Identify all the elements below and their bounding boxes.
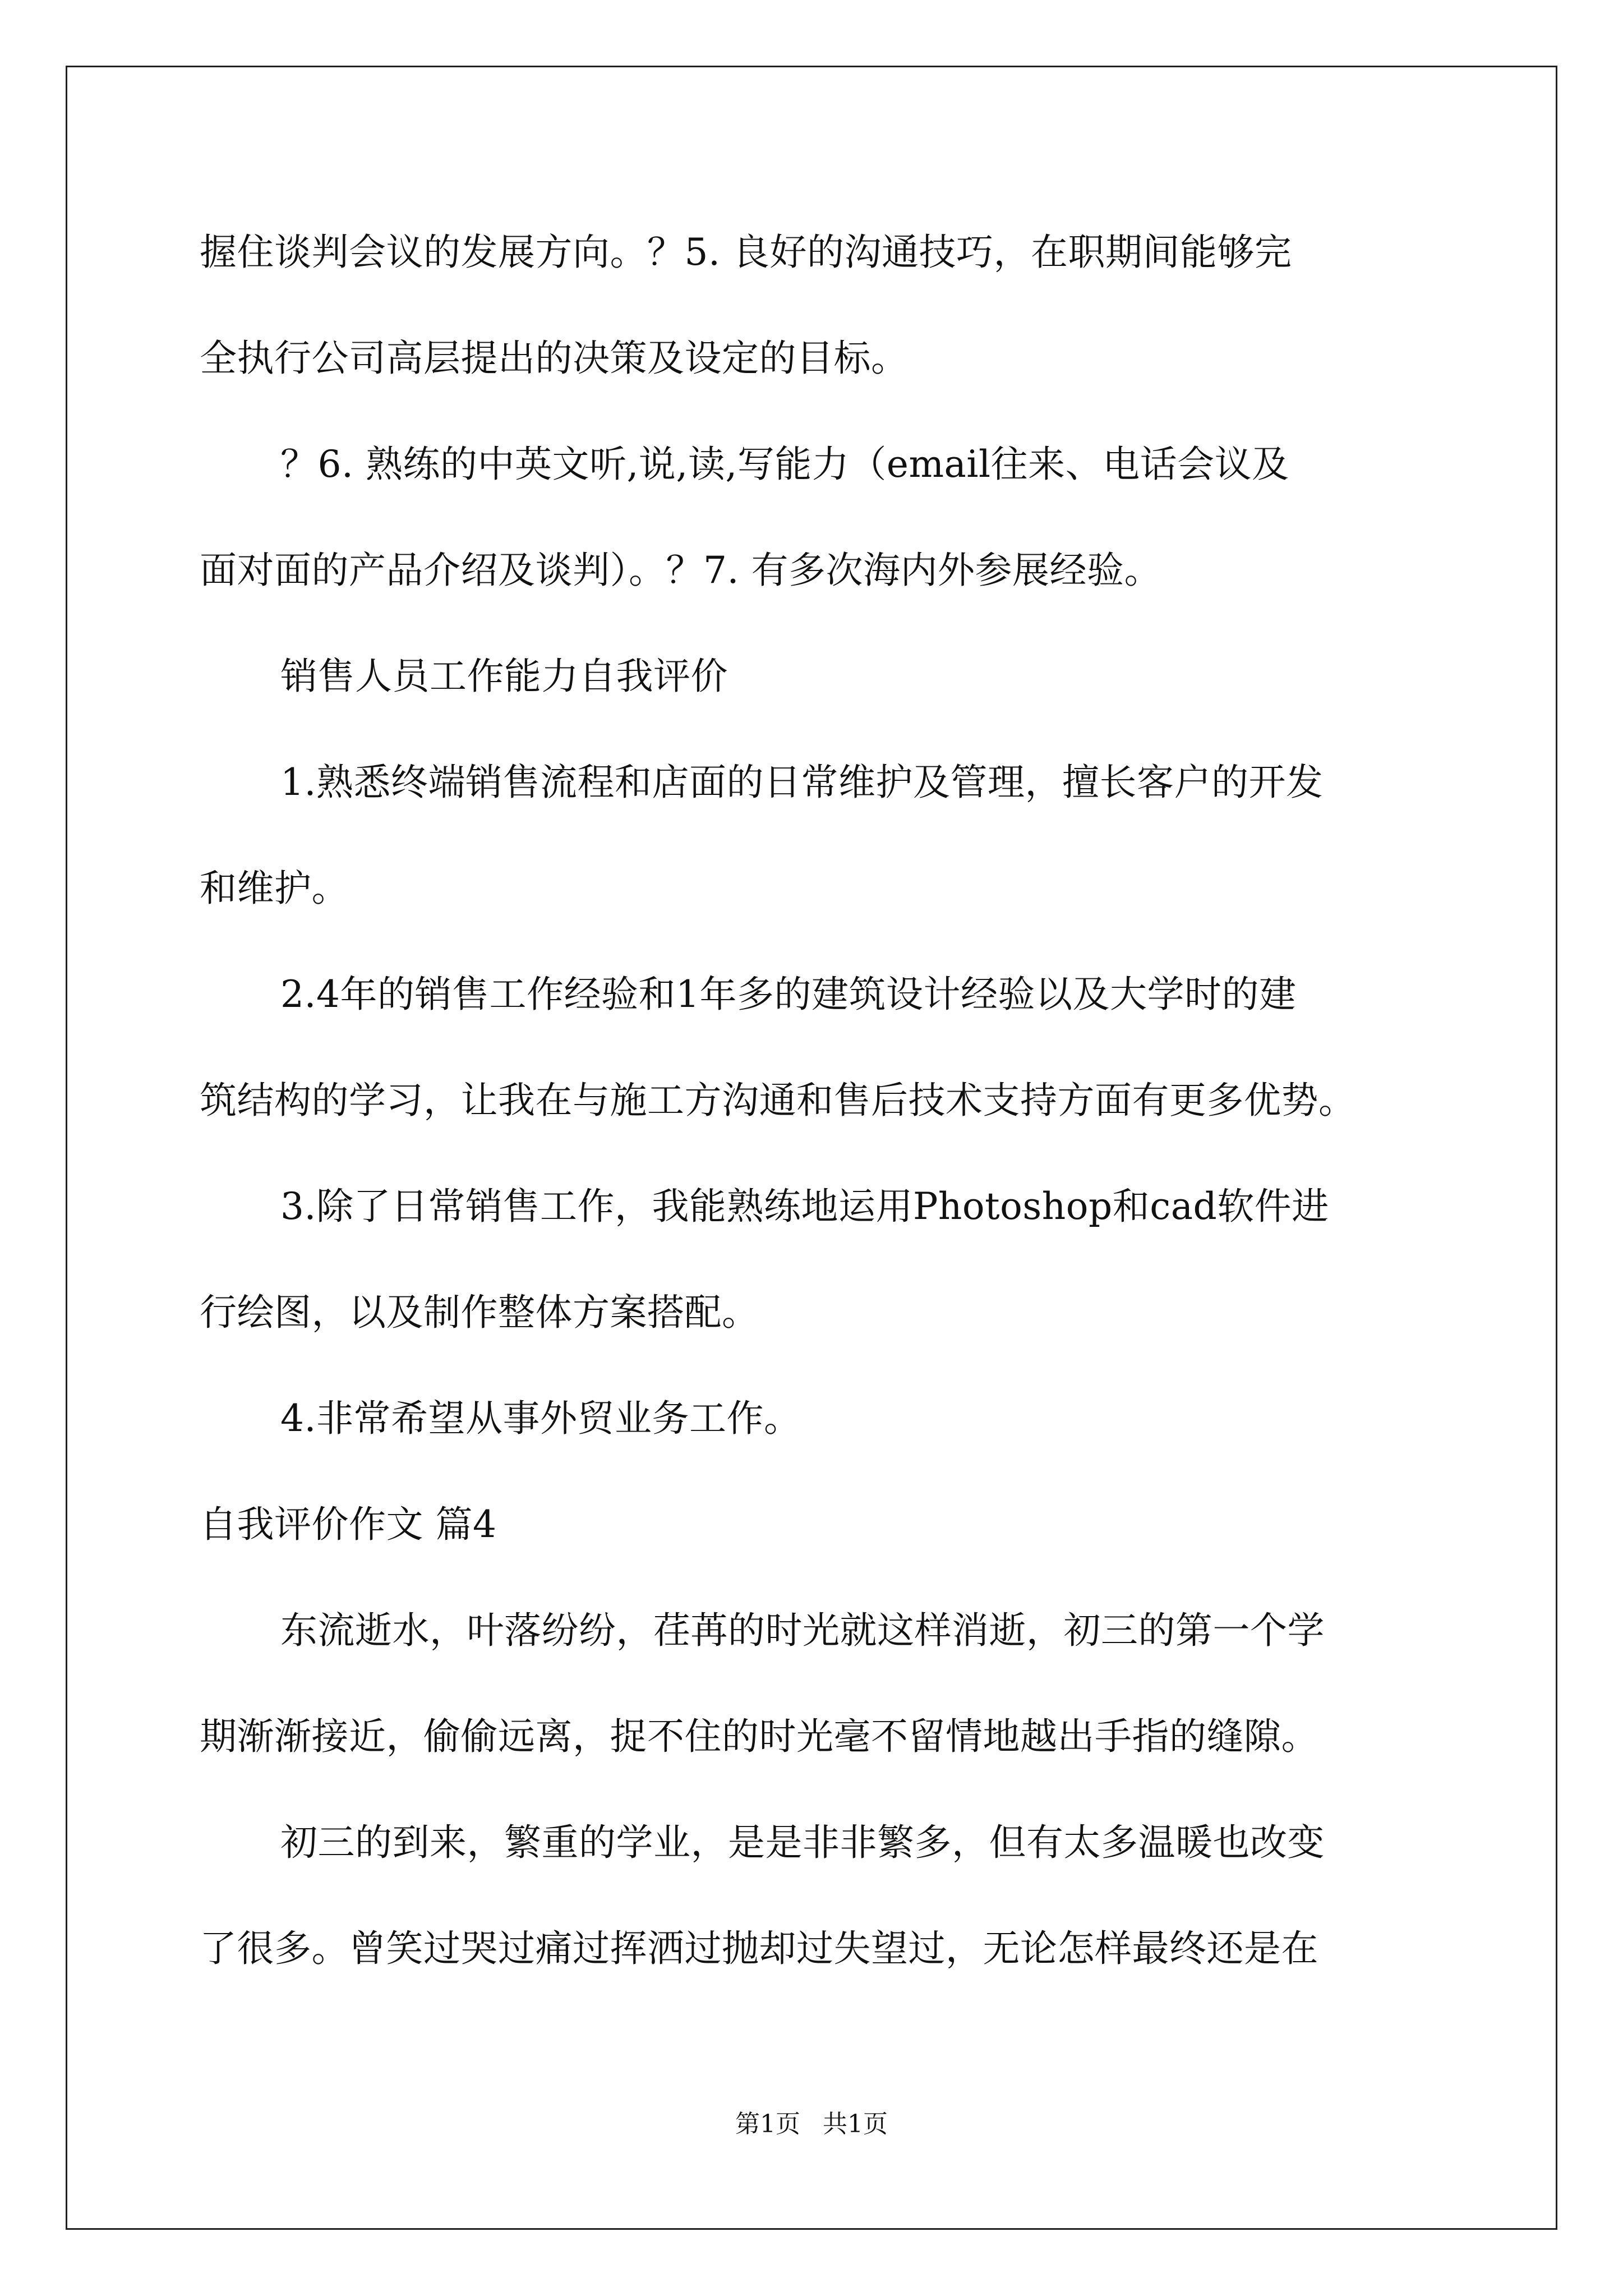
text-line: 筑结构的学习，让我在与施工方沟通和售后技术支持方面有更多优势。 — [200, 1079, 1356, 1122]
text-line: 行绘图，以及制作整体方案搭配。 — [200, 1291, 759, 1334]
text-line: 2.4年的销售工作经验和1年多的建筑设计经验以及大学时的建 — [280, 973, 1297, 1016]
text-line: 面对面的产品介绍及谈判）。？7. 有多次海内外参展经验。 — [200, 549, 1161, 592]
page-total: 共1页 — [823, 2110, 888, 2138]
section-heading: 销售人员工作能力自我评价 — [280, 655, 728, 698]
text-line: 全执行公司高层提出的决策及设定的目标。 — [200, 337, 909, 380]
text-line: 东流逝水，叶落纷纷，荏苒的时光就这样消逝，初三的第一个学 — [280, 1609, 1325, 1652]
text-line: 期渐渐接近，偷偷远离，捉不住的时光毫不留情地越出手指的缝隙。 — [200, 1715, 1318, 1758]
page-footer — [0, 2108, 1623, 2141]
page-number: 第1页 — [735, 2110, 800, 2138]
text-line: 握住谈判会议的发展方向。？5. 良好的沟通技巧，在职期间能够完 — [200, 231, 1292, 274]
text-line: ？6. 熟练的中英文听,说,读,写能力（email往来、电话会议及 — [280, 443, 1289, 486]
text-line: 4.非常希望从事外贸业务工作。 — [280, 1397, 801, 1440]
page-border — [66, 66, 1557, 2230]
text-line: 初三的到来，繁重的学业，是是非非繁多，但有太多温暖也改变 — [280, 1821, 1325, 1864]
text-line: 了很多。曾笑过哭过痛过挥洒过抛却过失望过，无论怎样最终还是在 — [200, 1927, 1318, 1970]
text-line: 3.除了日常销售工作，我能熟练地运用Photoshop和cad软件进 — [280, 1185, 1329, 1228]
text-line: 和维护。 — [200, 867, 349, 910]
article-title: 自我评价作文 篇4 — [200, 1503, 497, 1546]
text-line: 1.熟悉终端销售流程和店面的日常维护及管理，擅长客户的开发 — [280, 761, 1324, 804]
